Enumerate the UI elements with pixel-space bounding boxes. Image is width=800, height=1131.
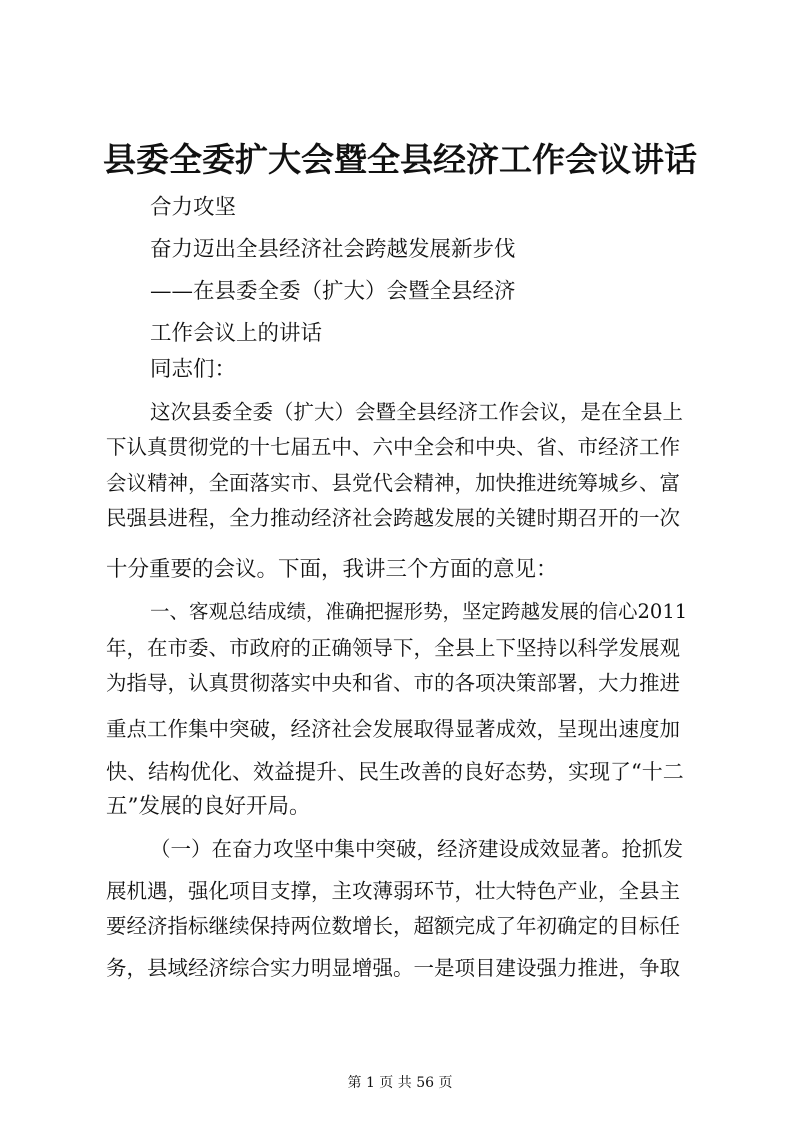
paragraph-line: 重点工作集中突破，经济社会发展取得显著成效，呈现出速度加 [106,717,680,741]
paragraph-line: 五”发展的良好开局。 [106,794,311,819]
subtitle-line: 合力攻坚 [150,195,237,220]
paragraph-line: 快、结构优化、效益提升、民生改善的良好态势，实现了“十二 [106,760,684,784]
subtitle-line: 奋力迈出全县经济社会跨越发展新步伐 [150,237,516,262]
paragraph-line: 十分重要的会议。下面，我讲三个方面的意见： [106,557,558,582]
paragraph-line: 要经济指标继续保持两位数增长，超额完成了年初确定的目标任 [106,914,680,938]
paragraph-line: 这次县委全委（扩大）会暨全县经济工作会议，是在全县上 [150,400,683,424]
salutation: 同志们： [150,357,237,382]
paragraph-line: 年，在市委、市政府的正确领导下，全县上下坚持以科学发展观 [106,636,680,660]
subtitle-line: ——在县委全委（扩大）会暨全县经济 [150,279,516,304]
page-number-footer: 第 1 页 共 56 页 [347,1075,453,1091]
paragraph-line: 民强县进程，全力推动经济社会跨越发展的关键时期召开的一次 [106,506,680,530]
subtitle-line: 工作会议上的讲话 [150,321,323,346]
paragraph-line: （一）在奋力攻坚中集中突破，经济建设成效显著。抢抓发 [150,837,683,861]
paragraph-line: 一、客观总结成绩，准确把握形势，坚定跨越发展的信心2011 [150,600,688,623]
document-title: 县委全委扩大会暨全县经济工作会议讲话 [103,140,697,179]
paragraph-line: 为指导，认真贯彻落实中央和省、市的各项决策部署，大力推进 [106,671,680,695]
paragraph-line: 下认真贯彻党的十七届五中、六中全会和中央、省、市经济工作 [106,435,680,459]
paragraph-line: 会议精神，全面落实市、县党代会精神，加快推进统筹城乡、富 [106,471,680,495]
paragraph-line: 展机遇，强化项目支撑，主攻薄弱环节，壮大特色产业，全县主 [106,879,680,903]
paragraph-line: 务，县域经济综合实力明显增强。一是项目建设强力推进，争取 [106,956,680,980]
